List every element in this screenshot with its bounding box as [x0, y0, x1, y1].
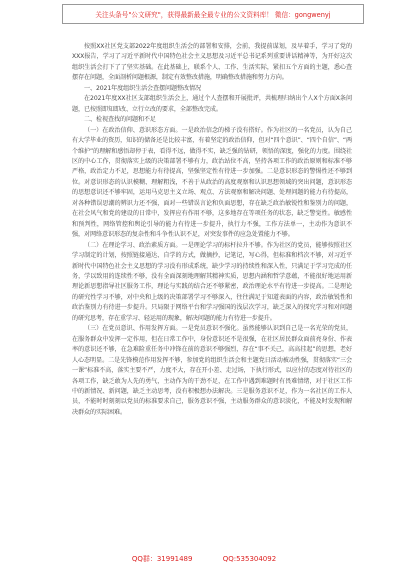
banner-text: 关注头条号"公文研究"，获得最新最全最专业的公文资料库！: [95, 11, 273, 19]
top-banner: [62, 4, 364, 24]
section-heading-1: 一、2021年度组织生活会查摆问题整改情况: [84, 84, 202, 92]
footer-qq-group: QQ群：31991489: [131, 555, 193, 563]
section-1-paragraph: 在2021年度XX社区支部组织生活会上，通过个人查摆和开展批评，共梳理归纳出个人X个方面X条问题，已按照即知即改、立行立改的要求，全部整改完成。: [72, 95, 352, 113]
subsection-2-paragraph: （二）在理论学习、政治素质方面。一是理论学习的标杆拉升不够。作为社区的党员，能够按照社区学习制定的计划，按照链接通达、自学的方式，做摘抄，记笔记，写心得，但标准和档次不够，对习近平新时代中国特色社会主义思想的学习没有形成系统，缺少学习的持续性和深入性，只满足于学习完成的任务，学以致用的连续性不够，没有全面深刻地理解其精神实质，思想内涵和哲学意蕴，不能很好地运用新理论新思想指导社区服务工作，理论与实践的结合还不够紧密，政治理论水平有待进一步提高。二是理论的研究性学习不够，对中央和上级的决策部署学习不够深入，往往满足于知道表面的内容，政治敏锐性和政治鉴别力有待进一步提升。只局限于网络平台和学习强国的浅层次学习，缺乏深入的探究学习和对问题的研究思考，存在重学习、轻运用的现象，解决问题的能力有待进一步提升。: [72, 241, 352, 322]
intro-paragraph: 按照XX社区党支部2022年度组织生活会的部署和安排，会前，我提前谋划，及早着手，学习了党的XXX报告，学习了习近平新时代中国特色社会主义思想及习近平总书记系列重要讲话精神等，为开好这次组织生活会打下了了坚实基础。在此基础上，联系个人、工作、生活实际，紧扣五个方面的主题，悉心查摆存在问题，全面剖析问题根源，制定有效整改措施，明确整改措施和努力方向。: [72, 43, 352, 82]
subsection-3-paragraph: （三）在党员意识、作用发挥方面。一是党员意识不强化。虽然能够认识到自己是一名光荣的党员，在服务群众中发挥一定作用，但在日常工作中，身份意识还不是很强，在社区居民群众面前亮身份、作表率的意识还不够，在急难险重任务中冲锋在前的意识不够强烈，存在“事不关己，高高挂起”的思想，老好人心态明显。二是先锋模范作用发挥不够，参加党的组织生活会和主题党日活动被动性强，贯彻落实“三会一课”标准不高，落实主要不严，力度不大，存在开小差、走过场，下执行形式，以应付的态度对待社区的各项工作，缺乏敢为人先的勇气，主动作为的干劲不足，在工作中遇到难题时有畏难情绪，对于社区工作中的新情况、新问题，缺乏主动思考，没有积极想办法解决。三是服务意识不足，作为一名社区的工作人员，不能时时刻刻以党员的标准要求自己，服务意识不强，主动服务群众的意识淡化，不能及时发现和解决群众的实际困难。: [72, 325, 352, 416]
section-heading-2: 二、检视查找的问题和不足: [84, 116, 156, 124]
document-body: [72, 42, 352, 418]
footer-qq: QQ:535304092: [222, 555, 277, 563]
footer-contact: [0, 554, 408, 564]
subsection-1-paragraph: （一）在政治信仰、意识形态方面。一是政治信念的梯子没有搭好。作为社区的一名党员，认为自己有大学毕业的资历，知识的储备还是比较丰富，有着坚定的政治信仰，但对“四个意识”、“四个自信”、“两个维护”的理解和感悟却停于表，看得不远，做得不实，缺乏强的钻研，领悟的深度，强化的力度。围绕社区的中心工作，贯彻落实上级的决策部署不够有力，政治站位不高，坚持各项工作的政治原则和标准不够严格，政治定力不足，思想能力有待提高，坚强坚定性有待进一步加强。二是意识形态的警惕性还不够到位。对意识形态的认识模糊、理解粗浅，不善于从政治的高度观察和认识思想领域的突出问题，意识形态的思想意识还不够牢固，运用马克思主义立场、观点、方法观察和解决问题、处理问题的能力有待提高，对各种错误思潮的辨识力还不强，面对一些错误言论和负面思想，存在缺乏政治敏锐性和鉴别力的问题，在社会风气和党的建设的日常中，发挥应有作用不够，这多地存在等项任务的状态，缺乏警觉性。敏感性和预判性，网络管控和舆论引导的能力有待进一步提升，执行力不强，工作方法单一，主动作为意识不强，对网络意识形态的复杂性和斗争性认识不足，对突发事件的应急处置能力不够。: [72, 126, 352, 239]
banner-wechat: 微信：gongwenyj: [274, 11, 331, 19]
